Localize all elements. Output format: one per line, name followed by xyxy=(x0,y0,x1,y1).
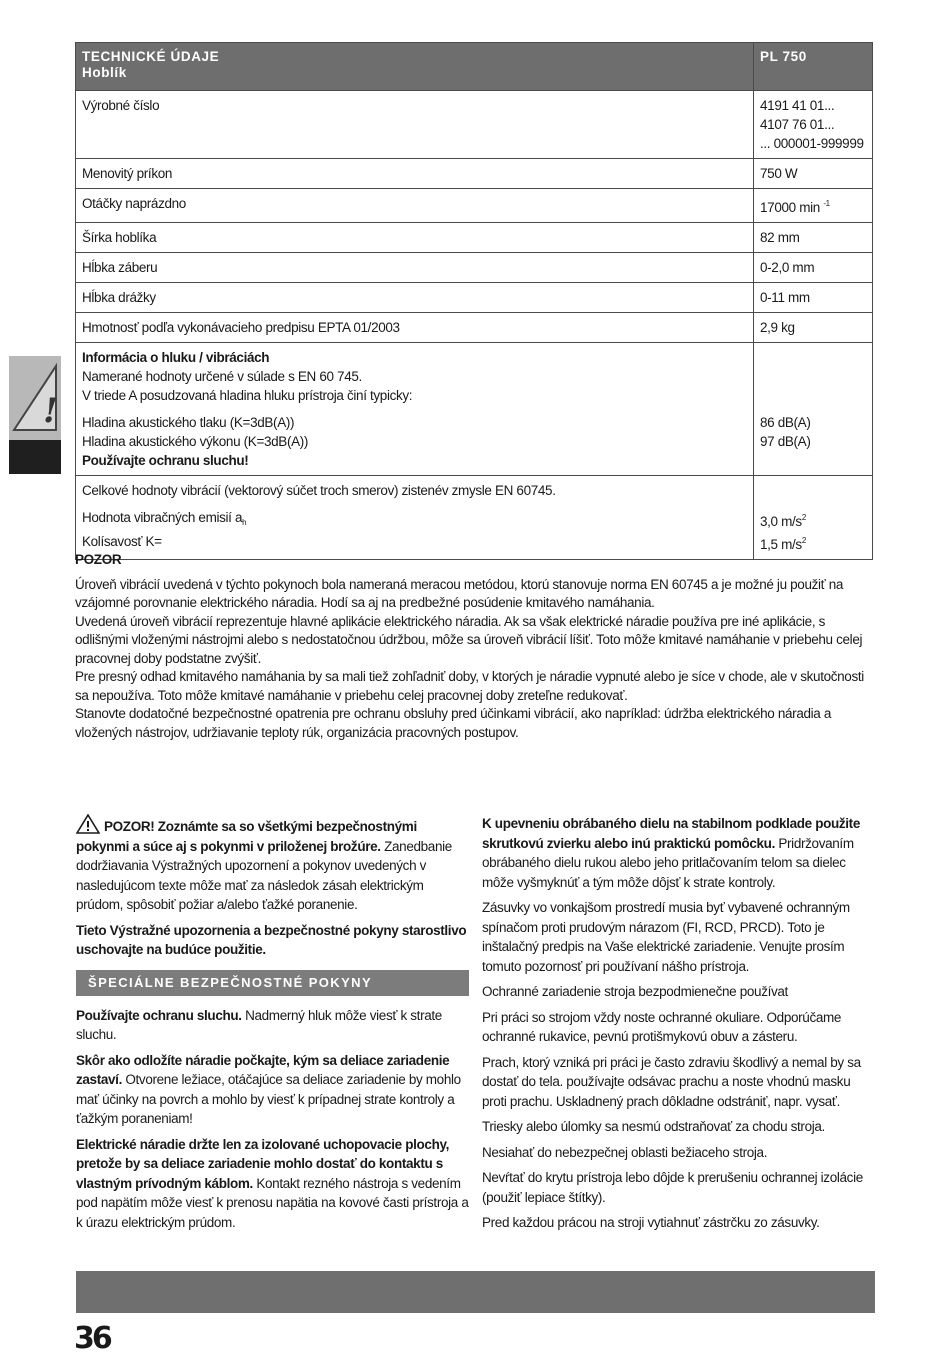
speed-unit-exponent: -1 xyxy=(823,199,830,208)
table-row xyxy=(76,313,873,343)
footer-bar xyxy=(76,1271,875,1313)
header-model: PL 750 xyxy=(754,43,873,91)
notice-paragraph: Uvedená úroveň vibrácií reprezentuje hlavné aplikácie elektrického náradia. Ak sa však elektrické náradie používa pre iné aplikácie, s odlišnými vloženými nástrojmi alebo s nedostatočnou údržbou, môže sa úroveň vibrácií líšiť. Toto môže kmitavé namáhanie v priebehu celej pracovnej doby podstatne zvýšiť. xyxy=(75,613,863,666)
row-value: 2,9 kg xyxy=(754,313,873,343)
safety-instruction: Pri práci so strojom vždy noste ochranné okuliare. Odporúčame ochranné rukavice, pevnú protišmykovú obuv a zásteru. xyxy=(482,1009,842,1044)
section-heading-special-safety: ŠPECIÁLNE BEZPEČNOSTNÉ POKYNY xyxy=(76,970,469,996)
row-value: 0-2,0 mm xyxy=(754,253,873,283)
safety-instruction: Skôr ako odložíte náradie počkajte, kým sa deliace zariadenie zastaví. Otvorene ležiace, otáčajúce sa deliace zariadenie by mohlo mať účinky na povrch a mohlo by viesť k prípadnej strate kontroly a ťažkým poraneniam! xyxy=(76,1052,461,1126)
row-value xyxy=(754,91,873,159)
table-row xyxy=(76,189,873,223)
vibration-info-row xyxy=(76,476,873,560)
safety-instruction: Prach, ktorý vzniká pri práci je často zdraviu škodlivý a nemal by sa dostať do tela. používajte odsávac prachu a noste vhodnú masku proti prachu. Uskladnený prach dôkladne odstrániť, napr. vysať. xyxy=(482,1054,861,1109)
warning-bold: POZOR! Zoznámte sa so všetkými bezpečnostnými pokynmi a súce aj s pokynmi v priloženej brožúre. xyxy=(76,819,417,854)
vibration-emission-label: Hodnota vibračných emisií $a_h$ xyxy=(82,510,247,527)
warning-icon xyxy=(76,814,100,834)
serial-line-1: 4191 41 01... xyxy=(760,98,835,113)
safety-instruction: Ochranné zariadenie stroja bezpodmienečne používat xyxy=(482,984,788,999)
safety-instruction: Zásuvky vo vonkajšom prostredí musia byť vybavené ochranným spínačom proti prudovým nárazom (FI, RCD, PRCD). Toto je inštalačný predpis na Vaše elektrické zariadenie. Venujte prosím tomuto pozornosť pri používaní nášho prístroja. xyxy=(482,900,850,974)
sound-pressure-value: 86 dB(A) xyxy=(760,415,811,430)
table-header-row xyxy=(76,43,873,91)
left-column xyxy=(76,814,469,1238)
hearing-protection-note: Používajte ochranu sluchu! xyxy=(82,453,249,468)
safety-instruction: Nesiahať do nebezpečnej oblasti bežiaceho stroja. xyxy=(482,1144,768,1160)
table-row xyxy=(76,159,873,189)
right-column xyxy=(482,814,875,1239)
row-label: Výrobné číslo xyxy=(76,91,754,159)
vibration-values-cell xyxy=(754,476,873,560)
table-row xyxy=(76,91,873,159)
noise-info-row xyxy=(76,343,873,476)
vibration-line-1: Celkové hodnoty vibrácií (vektorový súčet troch smerov) zistenév zmysle EN 60745. xyxy=(82,483,556,498)
row-value: 0-11 mm xyxy=(754,283,873,313)
vibration-info-cell xyxy=(76,476,754,560)
noise-line-2: V triede A posudzovaná hladina hluku prístroja činí typicky: xyxy=(82,388,413,403)
row-label: Otáčky naprázdno xyxy=(76,189,754,223)
row-label: Hĺbka drážky xyxy=(76,283,754,313)
row-value: 82 mm xyxy=(754,223,873,253)
serial-line-2: 4107 76 01... xyxy=(760,117,835,132)
warning-triangle-icon xyxy=(9,356,61,440)
notice-paragraph: Pre presný odhad kmitavého namáhania by sa mali tiež zohľadniť doby, v ktorých je náradie vypnuté alebo je síce v chode, ale v skutočnosti sa nepoužíva. Toto môže kmitavé namáhanie v priebehu celej pracovnej doby zreteľne redukovať. xyxy=(75,669,864,703)
sound-pressure-label: Hladina akustického tlaku (K=3dB(A)) xyxy=(82,415,295,430)
vibration-uncertainty-value: 1,5 $m/s^2$ xyxy=(760,536,806,552)
technical-data-table xyxy=(75,42,873,560)
table-row xyxy=(76,253,873,283)
safety-instruction: Nevŕtať do krytu prístroja lebo dôjde k prerušeniu ochrannej izolácie (použiť lepiace štítky). xyxy=(482,1170,863,1205)
table-row xyxy=(76,223,873,253)
header-title: TECHNICKÉ ÚDAJE xyxy=(82,49,220,64)
header-subtitle: Hoblík xyxy=(82,65,127,80)
keep-instructions: Tieto Výstražné upozornenia a bezpečnostné pokyny starostlivo uschovajte na budúce použitie. xyxy=(76,922,467,957)
safety-instruction: K upevneniu obrábaného dielu na stabilnom podklade použite skrutkovú zvierku alebo inú praktickú pomôcku. Pridržovaním obrábaného dielu rukou alebo jeho pritlačovaním telom sa dielec môže vyšmyknúť a tým môže dôjsť k strate kontroly. xyxy=(482,816,860,890)
noise-values-cell xyxy=(754,343,873,476)
safety-instruction: Pred každou prácou na stroji vytiahnuť zástrčku zo zásuvky. xyxy=(482,1215,820,1230)
row-label: Šírka hoblíka xyxy=(76,223,754,253)
vibration-emission-value: 3,0 $m/s^2$ xyxy=(760,513,806,529)
safety-instruction: Používajte ochranu sluchu. Nadmerný hluk môže viesť k strate sluchu. xyxy=(76,1007,442,1042)
notice-paragraph: Stanovte dodatočné bezpečnostné opatrenia pre ochranu obsluhy pred účinkami vibrácií, ako napríklad: údržba elektrického náradia a vložených nástrojov, udržiavanie teploty rúk, organizácia pracovných postupov. xyxy=(75,706,832,740)
page-number: 36 xyxy=(74,1321,110,1356)
safety-instruction: Elektrické náradie držte len za izolované uchopovacie plochy, pretože by sa deliace zariadenie mohlo dostať do kontaktu s vlastným prívodným káblom. Kontakt rezného nástroja s vedením pod napätím môže viesť k prenosu napätia na kovové časti prístroja a k úrazu elektrickým prúdom. xyxy=(76,1136,469,1230)
svg-text:!: ! xyxy=(43,391,58,431)
noise-title: Informácia o hluku / vibráciách xyxy=(82,350,270,365)
row-label: Menovitý príkon xyxy=(76,159,754,189)
row-value: 750 W xyxy=(754,159,873,189)
noise-line-1: Namerané hodnoty určené v súlade s EN 60 745. xyxy=(82,369,362,384)
warning-text: Zanedbanie dodržiavania Výstražných upozornení a pokynov uvedených v nasledujúcom texte môže mať za následok zásah elektrickým prúdom, spôsobiť požiar a/alebo ťažké poranenie. xyxy=(76,838,452,912)
table-row xyxy=(76,283,873,313)
row-label: Hĺbka záberu xyxy=(76,253,754,283)
general-warning xyxy=(76,814,469,915)
sound-power-label: Hladina akustického výkonu (K=3dB(A)) xyxy=(82,434,309,449)
table-header-title xyxy=(76,43,754,91)
sound-power-value: 97 dB(A) xyxy=(760,434,811,449)
serial-line-3: ... 000001-999999 xyxy=(760,136,864,151)
side-warning-tab xyxy=(9,356,61,474)
row-label: Hmotnosť podľa vykonávacieho predpisu EPTA 01/2003 xyxy=(76,313,754,343)
vibration-uncertainty-label: Kolísavosť K= xyxy=(82,534,162,549)
noise-info-cell xyxy=(76,343,754,476)
notice-paragraph: Úroveň vibrácií uvedená v týchto pokynoch bola nameraná meracou metódou, ktorú stanovuje norma EN 60745 a je možné ju použiť na vzájomné porovnanie elektrického náradia. Hodí sa aj na predbežné posúdenie kmitavého namáhania. xyxy=(75,576,844,610)
row-value xyxy=(754,189,873,223)
speed-value: 17000 min xyxy=(760,200,820,215)
notice-title: POZOR xyxy=(75,552,122,567)
safety-instruction: Triesky alebo úlomky sa nesmú odstraňovať za chodu stroja. xyxy=(482,1119,825,1134)
emission-subscript: h xyxy=(242,518,247,527)
vibration-notice xyxy=(75,551,875,742)
